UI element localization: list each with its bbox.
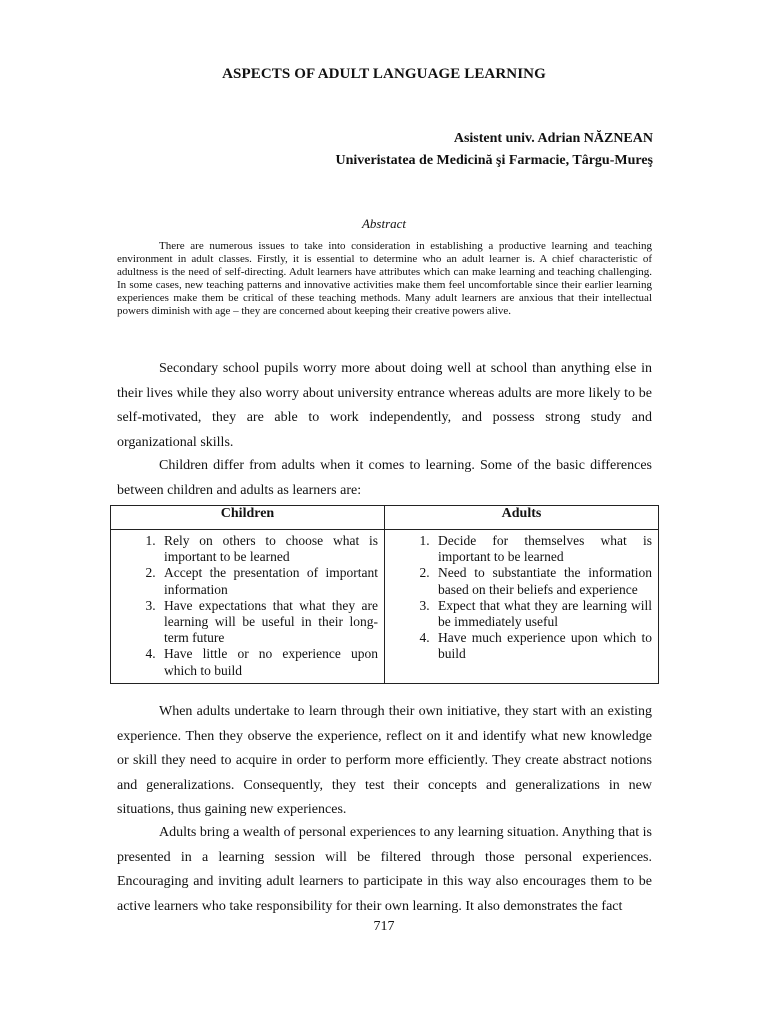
author-name: Asistent univ. Adrian NĂZNEAN — [453, 131, 653, 146]
body-paragraph: When adults undertake to learn through their own initiative, they start with an existing experience. Then they observe the experience, reflect on it and identify what new knowledge or skill they need to acquire in order to perform more efficiently. They create abstract notions and generalizations. Consequently, they test their concepts and generalizations in new situations, thus gaining new experiences. — [117, 704, 652, 818]
adults-list — [391, 533, 652, 663]
page-number: 717 — [373, 919, 395, 934]
list-item: 1. Rely on others to choose what is important to be learned — [159, 533, 378, 565]
adults-cell — [385, 530, 659, 684]
abstract-text: There are numerous issues to take into consideration in establishing a productive learning and teaching environment in adult classes. Firstly, it is essential to determine who an adult learner is. A chief characteristic of adultness is the need of self-directing. Adult learners have attributes which can make learning and teaching challenging. In some cases, new teaching patterns and innovative activities make them feel uncomfortable since their earlier learning experiences make them be critical of these teaching methods. Many adult learners are anxious that their intellectual powers diminish with age – they are concerned about keeping their creative powers alive. — [117, 240, 652, 318]
list-item: 2. Accept the presentation of important information — [159, 565, 378, 597]
abstract-heading: Abstract — [361, 216, 407, 231]
comparison-table — [110, 505, 659, 684]
body-paragraph: Secondary school pupils worry more about doing well at school than anything else in their lives while they also worry about university entrance whereas adults are more likely to be self-motivated, they are able to work independently, and possess strong study and organizational skills. — [117, 361, 652, 450]
table-row — [111, 530, 659, 684]
body-paragraph: Adults bring a wealth of personal experiences to any learning situation. Anything that is presented in a learning session will be filtered through those personal experiences. Encouraging and inviting adult learners to participate in this way also encourages them to be active learners who take responsibility for their own learning. It also demonstrates the fact — [117, 825, 652, 914]
table-header-row — [111, 506, 659, 530]
body-paragraph: Children differ from adults when it comes to learning. Some of the basic differences between children and adults as learners are: — [117, 458, 652, 498]
author-affiliation: Univeristatea de Medicină şi Farmacie, Târgu-Mureş — [335, 153, 653, 168]
list-item: 4. Have little or no experience upon which to build — [159, 646, 378, 678]
table-header-adults: Adults — [385, 506, 659, 530]
list-item: 3. Have expectations that what they are learning will be useful in their long-term future — [159, 598, 378, 647]
children-cell — [111, 530, 385, 684]
children-list — [117, 533, 378, 679]
article-title: ASPECTS OF ADULT LANGUAGE LEARNING — [222, 66, 546, 82]
table-header-children: Children — [111, 506, 385, 530]
list-item: 4. Have much experience upon which to build — [433, 630, 652, 662]
list-item: 3. Expect that what they are learning will be immediately useful — [433, 598, 652, 630]
list-item: 2. Need to substantiate the information based on their beliefs and experience — [433, 565, 652, 597]
list-item: 1. Decide for themselves what is important to be learned — [433, 533, 652, 565]
